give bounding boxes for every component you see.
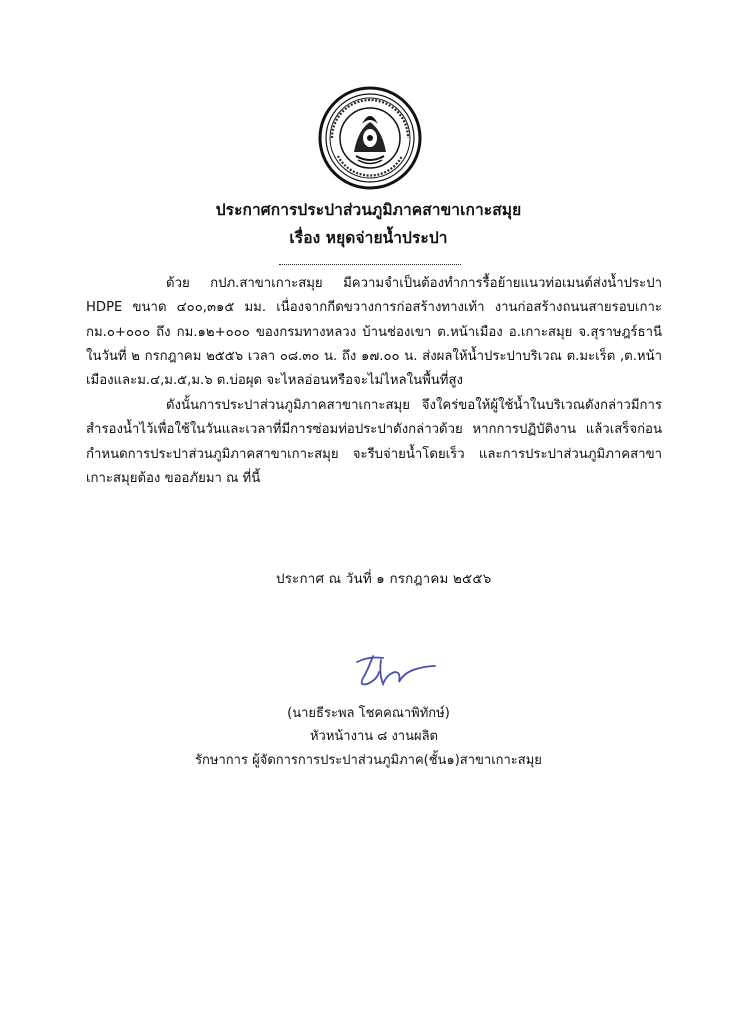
notice-subject: เรื่อง หยุดจ่ายน้ำประปา bbox=[289, 229, 448, 247]
body-paragraph-1: ด้วย กปภ.สาขาเกาะสมุย มีความจำเป็นต้องทำการรื้อย้ายแนวท่อเมนต์ส่งน้ำประปา HDPE ขนาด ๔๐๐,๓๑๕ มม. เนื่องจากกีดขวางการก่อสร้างทางเท้า งานก่อสร้างถนนสายรอบเกาะ กม.๐+๐๐๐ ถึง กม.๑๒+๐๐๐ ของกรมทางหลวง บ้านช่องเขา ต.หน้าเมือง อ.เกาะสมุย จ.สุราษฎร์ธานี ในวันที่ ๒ กรกฎาคม ๒๕๕๖ เวลา ๐๘.๓๐ น. ถึง ๑๗.๐๐ น. ส่งผลให้น้ำประปาบริเวณ ต.มะเร็ต ,ต.หน้าเมืองและม.๔,ม.๕,ม.๖ ต.บ่อผุด จะไหลอ่อนหรือจะไม่ไหลในพื้นที่สูง bbox=[86, 276, 662, 389]
dotted-divider bbox=[279, 264, 461, 265]
announcement-date: ประกาศ ณ วันที่ ๑ กรกฎาคม ๒๕๕๖ bbox=[276, 572, 492, 587]
handwritten-signature bbox=[343, 648, 443, 698]
signatory-position: หัวหน้างาน ๘ งานผลิต bbox=[309, 729, 438, 744]
signatory-acting-title: รักษาการ ผู้จัดการการประปาส่วนภูมิภาค(ชั้น๑)สาขาเกาะสมุย bbox=[195, 753, 542, 768]
notice-title: ประกาศการประปาส่วนภูมิภาคสาขาเกาะสมุย bbox=[215, 201, 522, 219]
pwa-emblem-icon bbox=[318, 86, 422, 190]
signatory-name: (นายธีระพล โชคคณาพิทักษ์) bbox=[287, 706, 450, 721]
body-paragraph-2: ดังนั้นการประปาส่วนภูมิภาคสาขาเกาะสมุย จึงใคร่ขอให้ผู้ใช้น้ำในบริเวณดังกล่าวมีการสำรองน้ำไว้เพื่อใช้ในวันและเวลาที่มีการซ่อมท่อประปาดังกล่าวด้วย หากการปฏิบัติงาน แล้วเสร็จก่อนกำหนดการประปาส่วนภูมิภาคสาขาเกาะสมุย จะรีบจ่ายน้ำโดยเร็ว และการประปาส่วนภูมิภาคสาขาเกาะสมุยต้อง ขออภัยมา ณ ที่นี้ bbox=[86, 398, 662, 486]
